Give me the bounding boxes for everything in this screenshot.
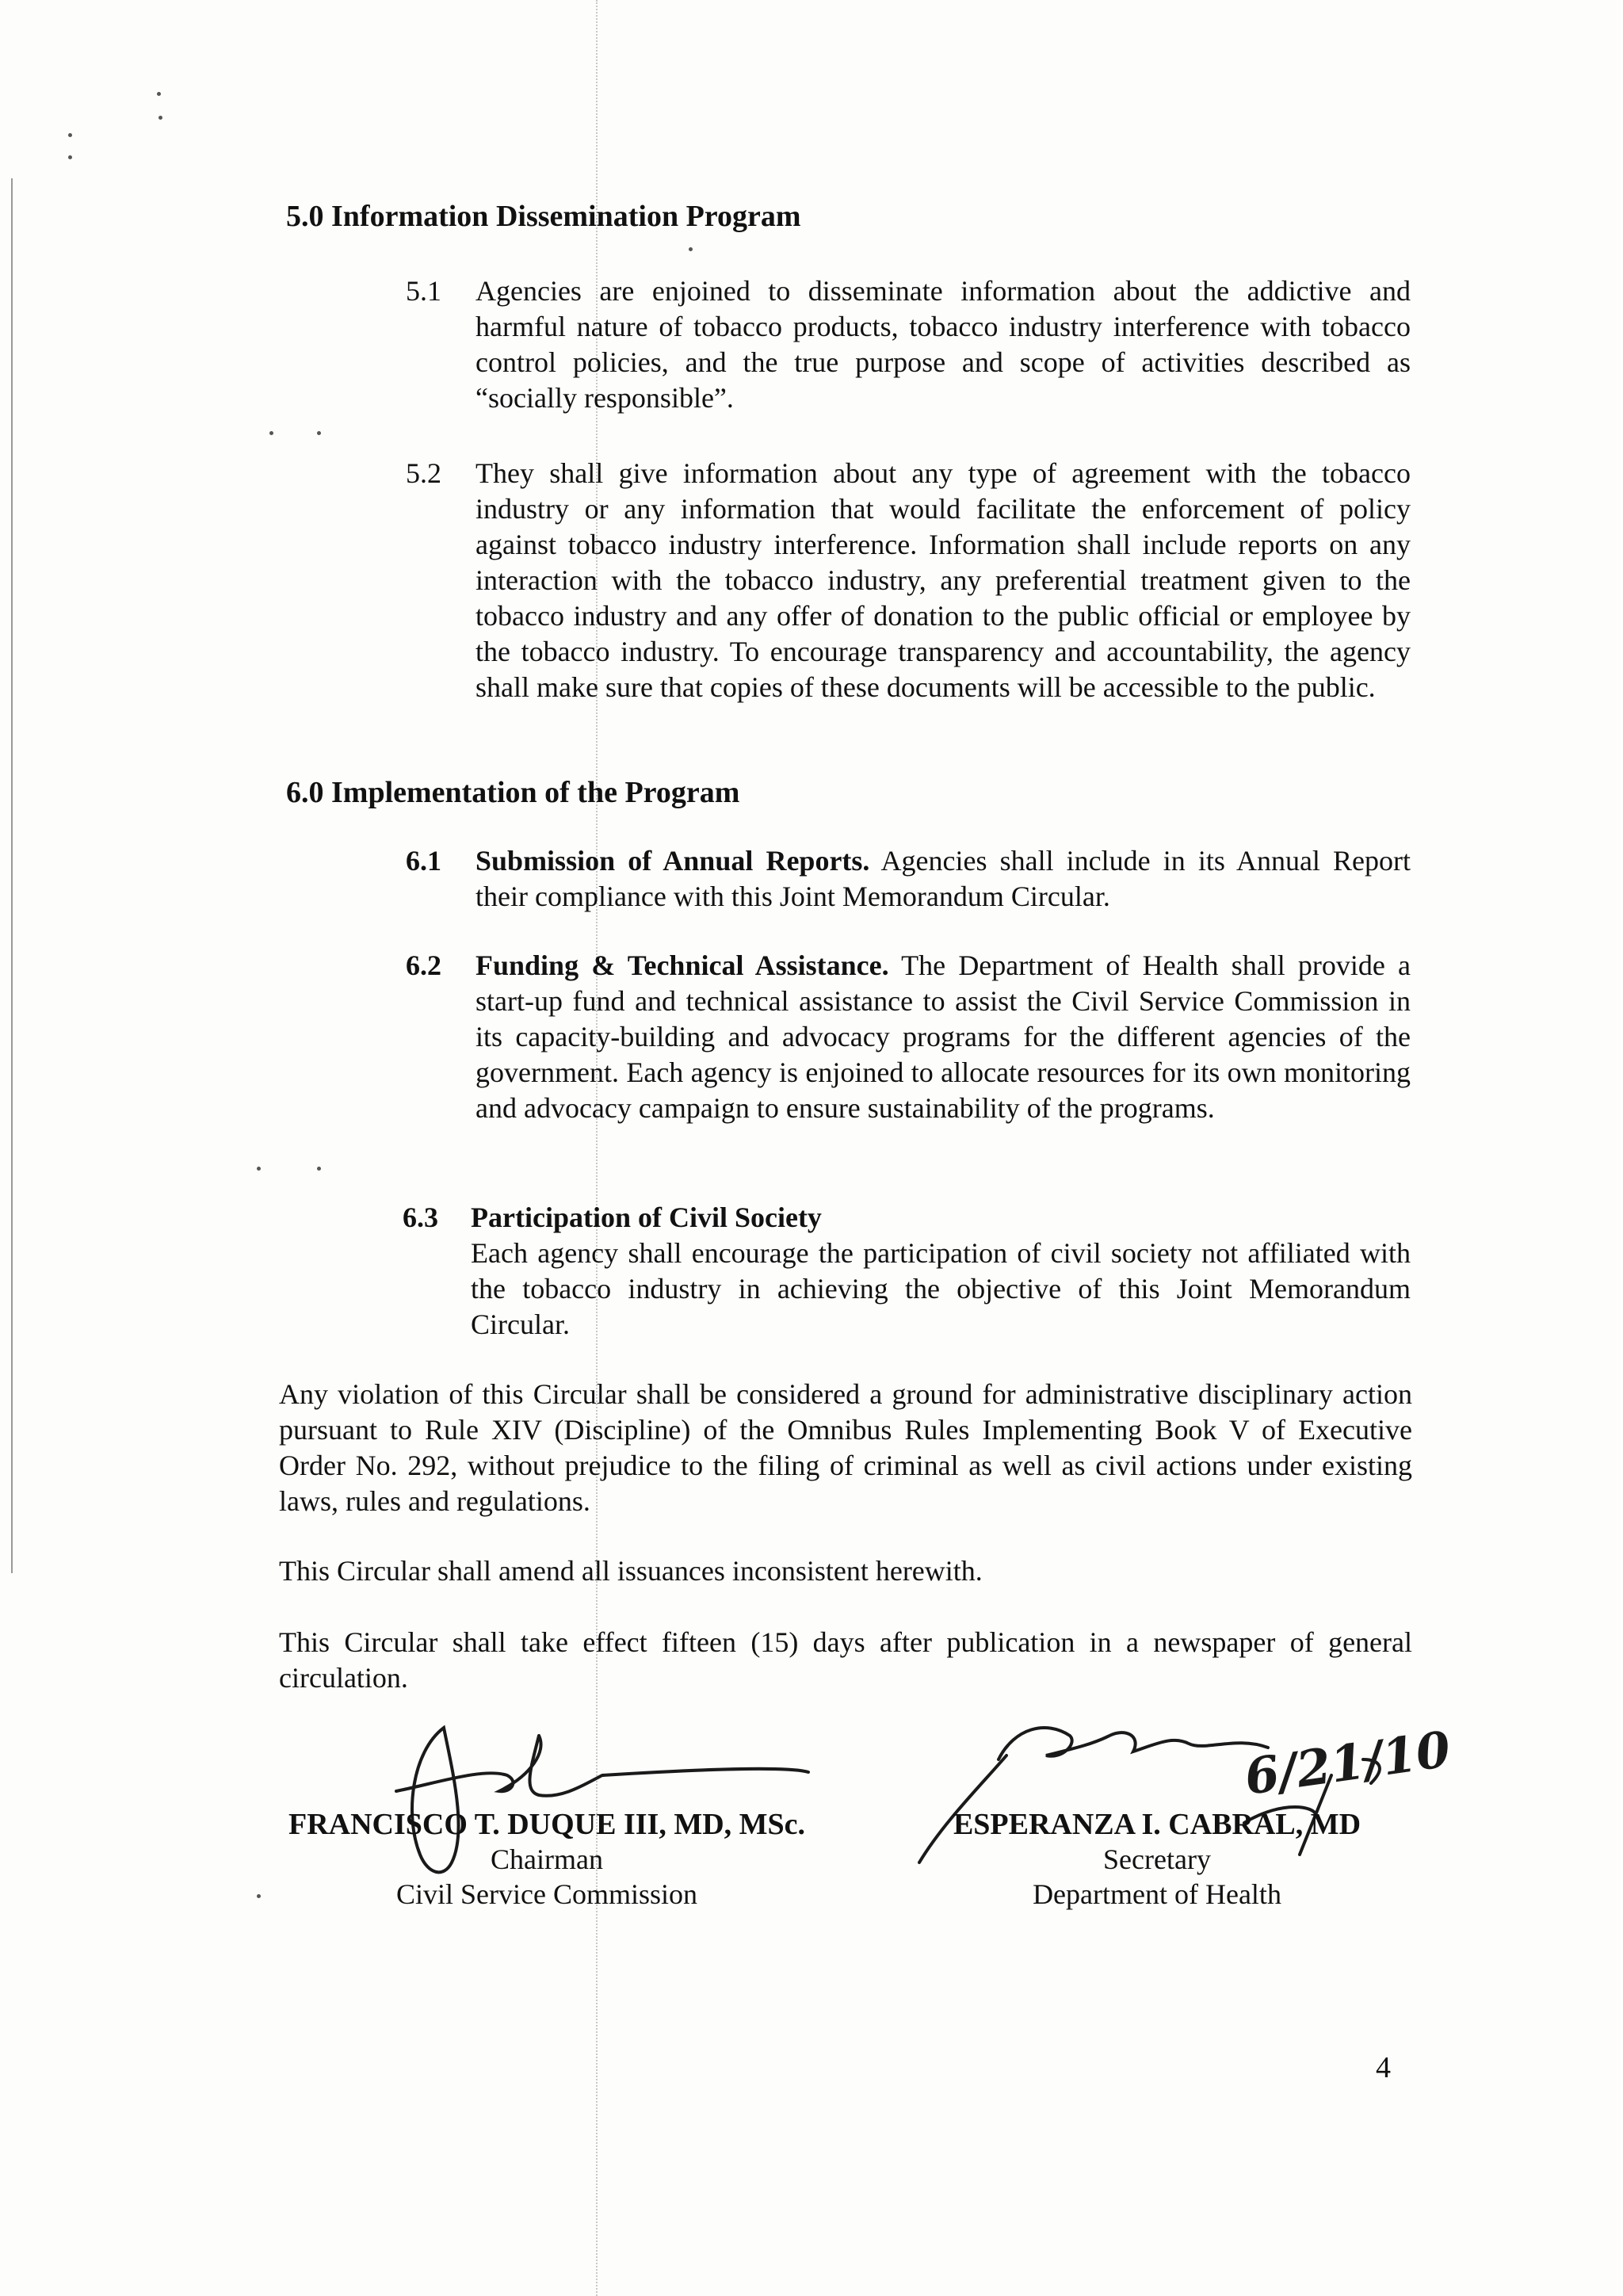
item-body-6-3: Each agency shall encourage the participation of civil society not affiliated with the tobacco industry in achieving the objective of this Joint Memorandum Circular. <box>471 1237 1411 1340</box>
item-text-5-2: They shall give information about any type of agreement with the tobacco industry or any information that would facilitate the enforcement of policy against tobacco industry interference. Information shall include reports on any interaction with the tobacco industry, any preferential treatment given to the tobacco industry and any offer of donation to the public official or employee by the tobacco industry. To encourage transparency and accountability, the agency shall make sure that copies of these documents will be accessible to the public. <box>475 457 1411 703</box>
section-heading-6: 6.0 Implementation of the Program <box>286 776 740 809</box>
closing-paragraph-amendment: This Circular shall amend all issuances inconsistent herewith. <box>279 1555 983 1587</box>
item-number-6-2: 6.2 <box>406 949 441 981</box>
scan-speck <box>269 431 273 435</box>
signatory-org-cabral: Department of Health <box>1033 1878 1281 1910</box>
scan-speck <box>157 92 161 96</box>
section-heading-5: 5.0 Information Dissemination Program <box>286 200 801 233</box>
item-number-5-1: 5.1 <box>406 275 441 307</box>
scan-edge-line <box>11 178 13 1573</box>
scan-speck <box>68 133 72 137</box>
scan-speck <box>158 116 162 120</box>
signatory-title-duque: Chairman <box>491 1843 603 1875</box>
signatory-block-doh <box>919 1807 1395 1912</box>
item-text-6-1 <box>475 843 1411 915</box>
scan-speck <box>317 431 321 435</box>
item-title-6-1: Submission of Annual Reports. <box>475 845 870 877</box>
scan-speck <box>317 1167 321 1171</box>
signatory-name-cabral: ESPERANZA I. CABRAL, MD <box>953 1808 1361 1841</box>
item-title-6-3: Participation of Civil Society <box>471 1201 822 1233</box>
item-number-6-3: 6.3 <box>403 1201 438 1233</box>
item-title-6-2: Funding & Technical Assistance. <box>475 949 889 981</box>
item-text-5-1: Agencies are enjoined to disseminate information about the addictive and harmful nature of tobacco products, tobacco industry interference with tobacco control policies, and the true purpose and scope of activities described as “socially responsible”. <box>475 275 1411 414</box>
signatory-block-csc <box>269 1807 824 1912</box>
signatory-name-duque: FRANCISCO T. DUQUE III, MD, MSc. <box>288 1808 805 1841</box>
scan-speck <box>689 247 693 251</box>
item-text-6-2 <box>475 948 1411 1126</box>
signature-date-handwritten: 6/21/10 <box>1241 1720 1454 1806</box>
scan-speck <box>68 155 72 159</box>
item-text-6-3 <box>471 1200 1411 1343</box>
closing-paragraph-effectivity: This Circular shall take effect fifteen (15) days after publication in a newspaper of general circulation. <box>279 1626 1412 1694</box>
scan-speck <box>257 1894 261 1898</box>
item-body-6-1: Agencies shall include in its Annual Report their compliance with this Joint Memorandum Circular. <box>475 845 1411 912</box>
page-number: 4 <box>1376 2051 1391 2084</box>
signatory-title-cabral: Secretary <box>1103 1843 1211 1875</box>
item-number-6-1: 6.1 <box>406 845 441 877</box>
signatory-org-duque: Civil Service Commission <box>395 1878 697 1910</box>
closing-paragraph-violation: Any violation of this Circular shall be considered a ground for administrative disciplinary action pursuant to Rule XIV (Discipline) of the Omnibus Rules Implementing Book V of Executive Order No. 292, without prejudice to the filing of criminal as well as civil actions under existing laws, rules and regulations. <box>279 1378 1412 1517</box>
item-number-5-2: 5.2 <box>406 457 441 489</box>
scan-speck <box>257 1167 261 1171</box>
item-body-6-2: The Department of Health shall provide a start-up fund and technical assistance to assist the Civil Service Commission in its capacity-building and advocacy programs for the different agencies of the government. Each agency is enjoined to allocate resources for its own monitoring and advocacy campaign to ensure sustainability of the programs. <box>475 949 1411 1124</box>
